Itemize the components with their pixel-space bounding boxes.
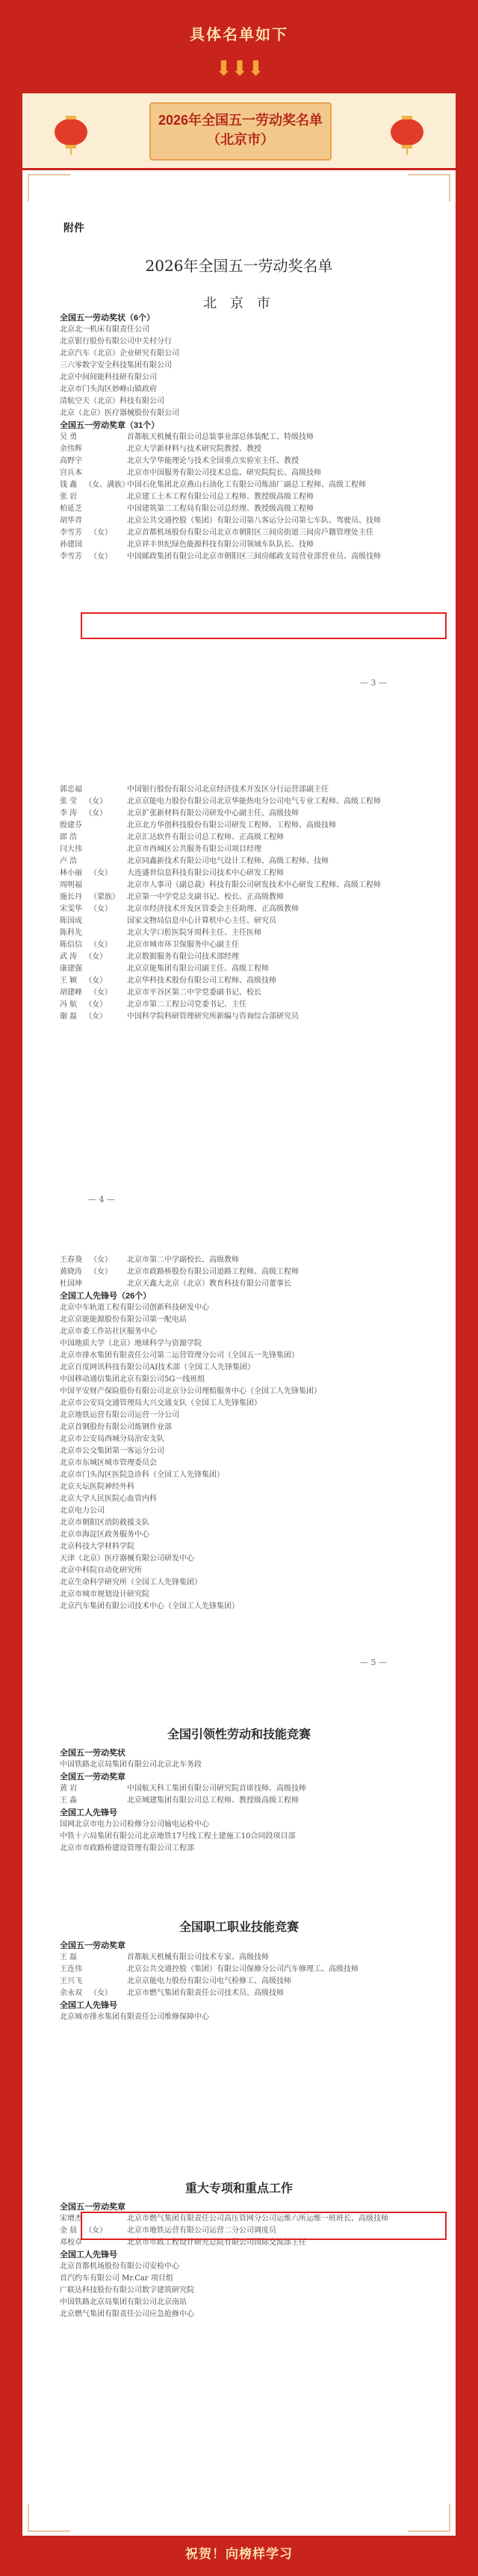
honoree-name: 王兴飞 <box>60 1977 82 1985</box>
honoree-row <box>60 1266 388 1278</box>
unit-list-item: 北京市门头沟区妙峰山镇政府 <box>60 385 157 393</box>
honoree-organization: 北京市燃气集团有限责任公司高压管网分公司运维六所运维一班班长、高级技师 <box>127 2215 388 2223</box>
page-header-title: 具体名单如下 <box>190 27 288 43</box>
page-2 <box>60 784 388 1023</box>
honoree-note: （女） <box>90 553 112 561</box>
honoree-row <box>60 999 388 1011</box>
honoree-name: 林小丽 <box>60 869 82 877</box>
honoree-name: 余伟辉 <box>60 445 82 453</box>
honoree-note: （女） <box>84 2227 108 2235</box>
honoree-name: 高野宇 <box>60 457 82 465</box>
honoree-organization: 北京大学新材料与技术研究院教授、教授 <box>127 445 261 453</box>
honoree-row <box>60 939 388 951</box>
honoree-organization: 国家文物局信息中心计算机中心主任、研究员 <box>127 917 276 925</box>
honoree-name: 胡建峰 <box>60 989 82 997</box>
honoree-row <box>60 832 388 844</box>
unit-list-item: 北京中车轨道工程有限公司创新科技研发中心 <box>60 1304 209 1312</box>
honoree-row <box>60 479 388 491</box>
honoree-row <box>60 551 388 563</box>
unit-list-item: 北京天坛医院神经外科 <box>60 1483 134 1491</box>
unit-list-item: 国网北京市电力公司检修分公司输电运检中心 <box>60 1820 209 1829</box>
honoree-name: 冯 航 <box>60 1001 78 1009</box>
honoree-name: 王 颖 <box>60 977 78 985</box>
honoree-name: 孙建国 <box>60 541 82 549</box>
honoree-note: （女） <box>90 869 112 877</box>
down-arrows-icon: ⬇⬇⬇ <box>214 56 264 81</box>
honoree-organization: 北京北方华创科技股份有限公司研发工程师、工程师、高级技师 <box>127 821 336 830</box>
honoree-note: （女） <box>90 941 112 949</box>
footer-slogan: 祝贺！向榜样学习 <box>185 2547 293 2561</box>
unit-list-item: 北京燃气集团有限责任公司应急抢修中心 <box>60 2310 194 2318</box>
honoree-organization: 北京天鑫大北京（北京）教育科技有限公司董事长 <box>127 1280 291 1288</box>
unit-list-item: 北京科技大学材料学院 <box>60 1543 134 1551</box>
honoree-organization: 北京市平谷区第二中学党委副书记、校长 <box>127 989 261 997</box>
honoree-row <box>60 539 388 551</box>
honoree-row <box>60 892 388 903</box>
honoree-name: 陈信信 <box>60 941 82 949</box>
banner-title-badge <box>149 102 332 161</box>
unit-list-item: 清航空天（北京）科技有限公司 <box>60 397 164 405</box>
honoree-name: 李雪芳 <box>60 529 82 537</box>
honoree-row <box>60 1976 388 1988</box>
unit-list-item: 中国平安财产保险股份有限公司北京分公司理赔服务中心（全国工人先锋集团） <box>60 1387 321 1396</box>
honoree-note: （女） <box>90 529 112 537</box>
unit-list-item: 北京市排水集团有限责任公司第二运营管理分公司（全国五一先锋集团） <box>60 1351 299 1360</box>
honoree-name: 施长丹 <box>60 893 82 901</box>
honoree-name: 武 涛 <box>60 953 78 961</box>
honoree-row <box>60 868 388 880</box>
honoree-row <box>60 1254 388 1266</box>
honoree-note: （女） <box>90 905 112 913</box>
honoree-name: 胡华青 <box>60 517 82 525</box>
honoree-name: 柏延芝 <box>60 505 82 513</box>
unit-list-item: 北京地铁运营有限公司运营一分公司 <box>60 1411 179 1419</box>
honoree-name: 闫大伟 <box>60 845 82 853</box>
honoree-note: （女） <box>84 977 108 985</box>
honoree-note: （女） <box>84 1001 108 1009</box>
honoree-row <box>60 856 388 868</box>
honoree-row <box>60 1952 388 1964</box>
honoree-name: 宋雯华 <box>60 905 82 913</box>
honoree-organization: 中国科学院科研管理研究所新编与咨询综合部研究员 <box>127 1012 299 1021</box>
unit-list-item: 北京市朝阳区消防救援支队 <box>60 1519 149 1527</box>
honoree-name: 李雪芳 <box>60 553 82 561</box>
honoree-name: 张 莹 <box>60 797 78 806</box>
honoree-name: 宫兵本 <box>60 469 82 477</box>
unit-list-item: 北京汽车（北京）企业研究有限公司 <box>60 349 179 358</box>
honoree-organization: 首都航天机械有限公司总装事业部总体装配工、特级技师 <box>127 433 314 441</box>
section-title-major-projects: 重大专项和重点工作 <box>184 2183 293 2195</box>
award-section-heading: 全国五一劳动奖状 <box>60 1749 125 1758</box>
honoree-row <box>60 491 388 503</box>
honoree-organization: 中国银行股份有限公司北京经济技术开发区分行运营部副主任 <box>127 785 329 794</box>
honoree-note: （女、满族） <box>84 481 130 489</box>
unit-list-item: 北京市城市规划设计研究院 <box>60 1590 149 1599</box>
pioneer-section-heading: 全国工人先锋号 <box>60 2001 117 2010</box>
honoree-note: （女） <box>84 797 108 806</box>
honoree-organization: 北京京能电力股份有限公司电气检修工、高级技师 <box>127 1977 291 1985</box>
honoree-organization: 北京祥丰世纪绿色能源科技有限公司领域车队队长、技师 <box>127 541 314 549</box>
page-4-part-2 <box>60 1940 388 2023</box>
honoree-note: （女） <box>90 989 112 997</box>
page-number: — 5 — <box>360 1658 387 1667</box>
honoree-organization: 北京市西城区公共服务有限公司项目经理 <box>127 845 261 853</box>
honoree-row <box>60 844 388 856</box>
honoree-name: 钱 鑫 <box>60 481 78 489</box>
page-1 <box>60 312 388 563</box>
corner-ornament-icon <box>27 2503 72 2533</box>
honoree-row <box>60 951 388 963</box>
unit-list-item: 北京市公安局西城分局治安支队 <box>60 1435 164 1443</box>
honoree-organization: 北京京能电力股份有限公司北京华能热电分公司电气专业工程师、高级工程师 <box>127 797 381 806</box>
honoree-row <box>60 527 388 539</box>
pioneer-section-heading: 全国工人先锋号 <box>60 1808 117 1817</box>
honoree-note: （女） <box>90 1268 112 1276</box>
honoree-organization: 北京同鑫新技术有限公司电气设计工程师、高级工程师、技师 <box>127 857 329 865</box>
honoree-organization: 中国石化集团北京燕山石油化工有限公司炼油厂副总工程师、高级工程师 <box>127 481 366 489</box>
highlight-box <box>81 2212 447 2240</box>
honoree-row <box>60 820 388 832</box>
honoree-organization: 北京建工土木工程有限公司总工程师、教授级高级工程师 <box>127 493 314 501</box>
honoree-note: （女） <box>84 809 108 818</box>
honoree-name: 黄 岩 <box>60 1785 78 1793</box>
honoree-organization: 中国邮政集团有限公司北京市朝阳区三间房邮政支局营业部营业员、高级技师 <box>127 553 381 561</box>
honoree-row <box>60 467 388 479</box>
honoree-name: 金 晨 <box>60 2227 78 2235</box>
honoree-note: （女） <box>90 1989 112 1997</box>
section-title-skills: 全国职工职业技能竞赛 <box>179 1921 299 1934</box>
honoree-organization: 北京大学口腔医院牙周科主任、主任医师 <box>127 929 261 937</box>
unit-list-item: 北京京能能源股份有限公司第一配电站 <box>60 1316 187 1324</box>
honoree-organization: 北京市经济技术开发区管委会主任助理、正高级教师 <box>127 905 299 913</box>
pioneer-section-heading: 全国工人先锋号（26个） <box>60 1292 152 1301</box>
page-4-part-1 <box>60 1747 388 1855</box>
medal-section-heading: 全国五一劳动奖章 <box>60 2203 125 2212</box>
page-number: — 4 — <box>88 1195 115 1204</box>
honoree-note: （女） <box>84 953 108 961</box>
page-number: — 3 — <box>360 678 387 688</box>
honoree-row <box>60 927 388 939</box>
honoree-row <box>60 987 388 999</box>
unit-list-item: 北京中科院自动化研究所 <box>60 1567 142 1575</box>
unit-list-item: 北京百度网讯科技有限公司AI技术部（全国工人先锋集团） <box>60 1363 255 1372</box>
honoree-organization: 北京扩张新材料有限公司研发中心副主任、高级技师 <box>127 809 299 818</box>
honoree-organization: 北京市地铁运营有限公司运营二分公司调度员 <box>127 2227 276 2235</box>
unit-list-item: 北京大学人民医院心血管内科 <box>60 1495 157 1503</box>
honoree-organization: 北京市政路桥股份有限公司道路工程师、高级工程师 <box>127 1268 299 1276</box>
honoree-organization: 北京市人事司（副总裁）科技有限公司研发技术中心研发工程师、高级工程师 <box>127 881 381 889</box>
honoree-row <box>60 796 388 808</box>
award-section-heading: 全国五一劳动奖状（6个） <box>60 314 155 323</box>
unit-list-item: 天津（北京）医疗器械有限公司研发中心 <box>60 1555 194 1563</box>
honoree-organization: 中国航天科工集团有限公司研究院首席技师、高级技师 <box>127 1785 306 1793</box>
honoree-note: （蒙族） <box>90 893 120 901</box>
highlight-box <box>81 612 447 639</box>
title-banner <box>22 93 456 168</box>
honoree-row <box>60 1011 388 1023</box>
honoree-organization: 北京城建集团有限公司总工程师、教授级高级工程师 <box>127 1796 299 1805</box>
honoree-organization: 北京数据服务有限公司技术部经理 <box>127 953 239 961</box>
lantern-icon <box>45 104 97 156</box>
honoree-name: 陈科先 <box>60 929 82 937</box>
honoree-name: 殷建芬 <box>60 821 82 830</box>
honoree-row <box>60 515 388 527</box>
unit-list-item: 中国地质大学（北京）地球科学与资源学院 <box>60 1340 202 1348</box>
honoree-row <box>60 1783 388 1795</box>
honoree-name: 王连伟 <box>60 1965 82 1973</box>
unit-list-item: 北京城市排水集团有限责任公司维修保障中心 <box>60 2013 209 2021</box>
honoree-row <box>60 880 388 892</box>
honoree-organization: 北京京能集团有限公司副主任、高级工程师 <box>127 965 269 973</box>
honoree-organization: 北京市市政工程设计研究总院有限公司国际交流部主任 <box>127 2239 306 2247</box>
corner-ornament-icon <box>27 173 72 203</box>
honoree-name: 郎 浩 <box>60 833 78 841</box>
honoree-name: 黄晓涛 <box>60 1268 82 1276</box>
honoree-row <box>60 975 388 987</box>
honoree-organization: 北京市第二工程公司党委书记、主任 <box>127 1001 246 1009</box>
honoree-note: （女） <box>84 1012 108 1021</box>
unit-list-item: 北京中间间能科技研有限公司 <box>60 373 157 382</box>
banner-subtitle: （北京市） <box>207 132 274 147</box>
honoree-organization: 北京华科技术股份有限公司工程师、高级技师 <box>127 977 276 985</box>
honoree-organization: 北京市燃气集团有限责任公司技术员、高级技师 <box>127 1989 284 1997</box>
honoree-row <box>60 444 388 455</box>
unit-list-item: 北京电力公司 <box>60 1507 105 1515</box>
honoree-row <box>60 455 388 467</box>
unit-list-item: 中国移动通信集团北京有限公司5G一线班组 <box>60 1375 205 1384</box>
honoree-row <box>60 1988 388 2000</box>
unit-list-item: 北京市海淀区政务服务中心 <box>60 1531 149 1539</box>
honoree-name: 谢 磊 <box>60 1012 78 1021</box>
city-heading: 北 京 市 <box>203 296 275 311</box>
honoree-name: 吴 勇 <box>60 433 78 441</box>
unit-list-item: 中国铁路北京局集团有限公司北京南站 <box>60 2298 187 2306</box>
honoree-organization: 中国建筑第二工程局有限公司总经理、教授级高级工程师 <box>127 505 314 513</box>
unit-list-item: 首汽约车有限公司 Mr.Car 项目组 <box>60 2274 173 2283</box>
honoree-organization: 北京市中国服务有限公司技术总监、研究院院长、高级技师 <box>127 469 321 477</box>
honoree-note: （女） <box>90 1256 112 1264</box>
honoree-name: 卢 浩 <box>60 857 78 865</box>
honoree-name: 王 磊 <box>60 1953 78 1961</box>
medal-section-heading: 全国五一劳动奖章 <box>60 1773 125 1782</box>
unit-list-item: 北京市委工作站社区服务中心 <box>60 1328 157 1336</box>
honoree-name: 郭忠福 <box>60 785 82 794</box>
honoree-row <box>60 808 388 820</box>
unit-list-item: 北京市公安局交通管理局大兴交通支队（全国工人先锋集团） <box>60 1399 261 1407</box>
unit-list-item: 中国铁路北京局集团有限公司北京北车务段 <box>60 1761 202 1769</box>
section-title-competition: 全国引领性劳动和技能竞赛 <box>167 1729 311 1741</box>
honoree-row <box>60 1278 388 1290</box>
honoree-name: 邓校卓 <box>60 2239 82 2247</box>
honoree-row <box>60 963 388 975</box>
unit-list-item: 北京北一机床有限责任公司 <box>60 326 149 334</box>
banner-title: 2026年全国五一劳动奖名单 <box>158 113 323 128</box>
honoree-row <box>60 915 388 927</box>
unit-list-item: 北京首钢股份有限公司炼钢作业部 <box>60 1423 172 1431</box>
medal-section-heading: 全国五一劳动奖章（31个） <box>60 421 160 430</box>
honoree-row <box>60 1795 388 1807</box>
pioneer-section-heading: 全国工人先锋号 <box>60 2250 117 2259</box>
unit-list-item: 北京首都机场股份有限公司安检中心 <box>60 2262 179 2271</box>
honoree-organization: 北京第一中学党总支副书记、校长、正高级教师 <box>127 893 284 901</box>
honoree-name: 杜国坤 <box>60 1280 82 1288</box>
unit-list-item: 北京市公交集团第一客运分公司 <box>60 1447 164 1455</box>
honoree-name: 张 岩 <box>60 493 78 501</box>
unit-list-item: 北京市市政路桥建设管理有限公司工程部 <box>60 1844 194 1852</box>
document-title: 2026年全国五一劳动奖名单 <box>145 257 333 275</box>
honoree-organization: 大连盛世信息科技有限公司技术中心研发工程师 <box>127 869 284 877</box>
unit-list-item: 北京（北京）医疗器械股份有限公司 <box>60 409 179 417</box>
honoree-name: 康建强 <box>60 965 82 973</box>
honoree-name: 王春葵 <box>60 1256 82 1264</box>
unit-list-item: 北京生命科学研究所（全国工人先锋集团） <box>60 1578 202 1587</box>
honoree-organization: 北京大学华能理论与技术全国重点实验室主任、教授 <box>127 457 299 465</box>
medal-section-heading: 全国五一劳动奖章 <box>60 1941 125 1950</box>
page-3 <box>60 1254 388 1613</box>
unit-list-item: 广联达科技股份有限公司数字建筑研究院 <box>60 2286 194 2295</box>
honoree-name: 周明福 <box>60 881 82 889</box>
honoree-name: 王 淼 <box>60 1796 78 1805</box>
unit-list-item: 中铁十六局集团有限公司北京地铁17号线工程土建施工10合同段项目部 <box>60 1832 296 1841</box>
honoree-organization: 北京市第二中学副校长、高级教师 <box>127 1256 239 1264</box>
honoree-row <box>60 503 388 515</box>
corner-ornament-icon <box>406 2503 451 2533</box>
honoree-organization: 北京公共交通控股（集团）有限公司保修分公司汽车修理工、高级技师 <box>127 1965 358 1973</box>
corner-ornament-icon <box>406 173 451 203</box>
lantern-icon <box>381 104 433 156</box>
appendix-label: 附件 <box>63 222 84 234</box>
honoree-organization: 北京公共交通控股（集团）有限公司第八客运分公司第七车队、驾驶员、技师 <box>127 517 381 525</box>
unit-list-item: 北京市门头沟区医院急诊科（全国工人先锋集团） <box>60 1471 224 1479</box>
unit-list-item: 三六零数字安全科技集团有限公司 <box>60 361 172 370</box>
honoree-name: 宋增杰 <box>60 2215 82 2223</box>
honoree-row <box>60 432 388 444</box>
unit-list-item: 北京银行股份有限公司中关村分行 <box>60 337 172 346</box>
honoree-organization: 北京首都机场股份有限公司北京市朝阳区三间房街道三间房戶籍管理处主任 <box>127 529 373 537</box>
honoree-row <box>60 1964 388 1976</box>
honoree-name: 陈国成 <box>60 917 82 925</box>
unit-list-item: 北京市东城区城市管理委员会 <box>60 1459 157 1467</box>
honoree-name: 李 涛 <box>60 809 78 818</box>
unit-list-item: 北京汽车集团有限公司技术中心（全国工人先锋集团） <box>60 1602 239 1611</box>
honoree-name: 余永双 <box>60 1989 82 1997</box>
honoree-organization: 首都航天机械有限公司技术专家、高级技师 <box>127 1953 269 1961</box>
honoree-row <box>60 784 388 796</box>
honoree-organization: 北京市城市环卫保服务中心副主任 <box>127 941 239 949</box>
honoree-organization: 北京汇达软件有限公司总工程师、正高级工程师 <box>127 833 284 841</box>
honoree-row <box>60 903 388 915</box>
